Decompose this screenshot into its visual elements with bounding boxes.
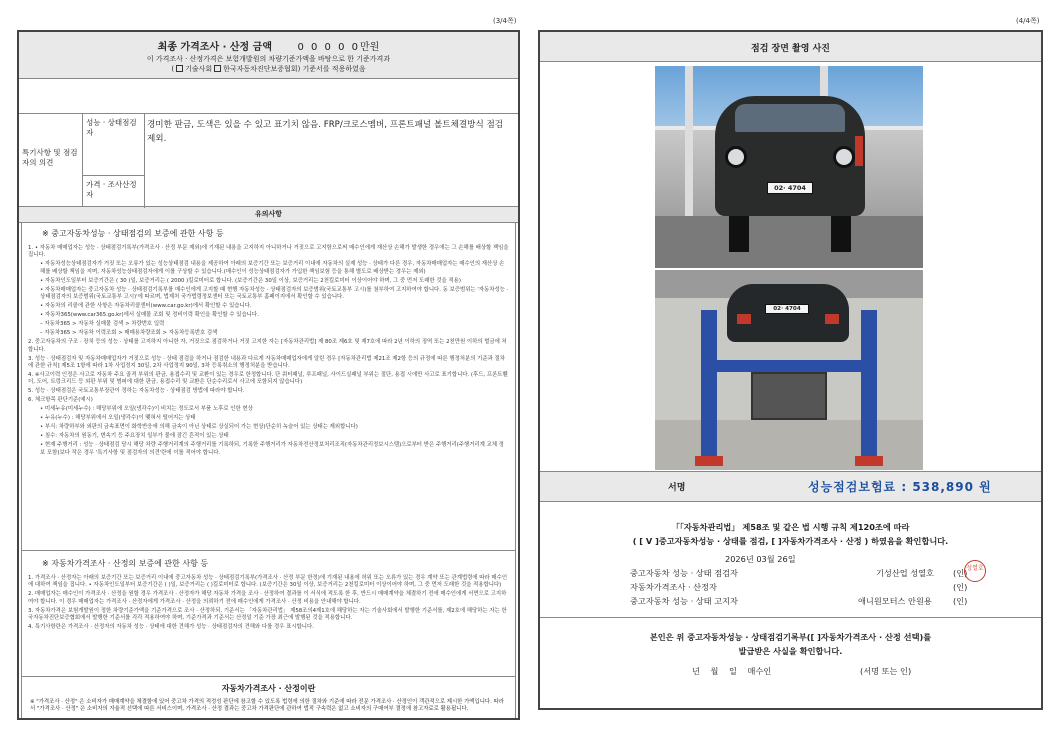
receipt-sign: (서명 또는 인) bbox=[860, 666, 912, 676]
note-item: 1. • 자동차 매매업자는 성능 · 상태점검기록부(가격조사 · 산정 부문 제외)에 기재된 내용을 고지하지 아니하거나 거짓으로 고지함으로써 매수인에게 재산상 손해가 발생한 경우에는 그 손해를 배상할 책임을 집니다. bbox=[28, 245, 509, 259]
signature-row bbox=[540, 472, 1041, 502]
insurance-fee-value: 538,890 원 bbox=[912, 480, 992, 494]
receipt-date: 년 월 일 매수인 bbox=[692, 666, 772, 676]
price-basis-options: ( 기술사회 한국자동차진단보증협회) 기준서를 적용하였음 bbox=[171, 64, 366, 73]
confirmation-block bbox=[540, 502, 1041, 618]
notes-section-3 bbox=[21, 677, 516, 720]
photos-title: 점검 장면 촬영 사진 bbox=[540, 32, 1041, 62]
note-item: – 자동차365 > 자동차 이력조회 > 매매용차량조회 > 자동차등록번호 검색 bbox=[40, 330, 218, 337]
price-header bbox=[19, 32, 518, 79]
note-item: • 침수: 자동차의 원동기, 변속기 등 주요장치 일부가 물에 잠긴 흔적이 있는 상태 bbox=[40, 433, 229, 440]
checkbox-2[interactable] bbox=[214, 65, 221, 72]
note-item: • 누유(누수) : 해당부위에서 오일(냉각수)이 맺혀서 떨어지는 상태 bbox=[40, 415, 196, 422]
note-item: 3. 성능 · 상태점검자 및 자동차매매업자가 거짓으로 성능 · 상태 점검을 하거나 점검한 내용과 다르게 자동차매매업자에게 알린 경우 [자동차관리법 제21조 제2항 등의 규정에 따른 행정처분의 기준과 절차에 관한 규칙] 제5조 1항에 따라 1차 사업정지 30일, 2차 사업정지 90일, 3차 등록취소의 행정처분을 받습니다. bbox=[28, 355, 505, 370]
page-number-right: (4/4쪽) bbox=[1016, 17, 1040, 25]
performance-label: 성능 · 상태점검자 bbox=[83, 114, 145, 176]
checkbox-1[interactable] bbox=[176, 65, 183, 72]
performance-text: 경미한 판금, 도색은 있을 수 있고 표기치 않음. FRP/크로스멤버, 프론트패널 볼트체결방식 점검제외. bbox=[147, 120, 504, 144]
note-item: 4. ※사고이력 인정은 사고로 자동차 주요 골격 부위의 판금, 용접수리 및 교환이 있는 경우로 한정합니다. 단 쿼터패널, 루프패널, 사이드실패널 부위는 절단, 용접 시에만 사고로 표기합니다. (후드, 프론트휀더, 도어, 트렁크리드 등 외판 부위 및 범퍼에 대한 판금, 용접수리 및 교환은 단순수리로서 사고에 포함되지 않습니다) bbox=[28, 372, 508, 386]
note-item: 2. 중고자동차의 구조 · 장치 등의 성능 · 상태를 고지하지 아니한 자, 거짓으로 점검하거나 거짓 고지한 자는 [자동차관리법] 제 80조 제6호 및 제7호에 따라 2년 이하의 징역 또는 2천만원 이하의 벌금에 처합니다. bbox=[28, 339, 507, 353]
notes-section-1 bbox=[21, 223, 516, 551]
seal-inspector-mark: (인) bbox=[953, 568, 968, 578]
note-item: 5. 성능 · 상태점검은 국토교통부장관이 정하는 자동차성능 · 상태점검 방법에 따라야 합니다. bbox=[28, 388, 245, 395]
notes-section-2-list bbox=[28, 575, 509, 632]
opinion-row-header: 특기사항 및 점검자의 의견 bbox=[19, 114, 83, 206]
rear-plate: 02· 4704 bbox=[765, 304, 809, 314]
role-appraiser: 자동차가격조사 · 산정자 bbox=[630, 582, 717, 592]
price-amount: 0 0 0 0 0 bbox=[297, 42, 360, 53]
price-title: 최종 가격조사 · 산정 금액 bbox=[157, 42, 272, 53]
issue-date: 2026년 03월 26일 bbox=[725, 554, 796, 564]
receipt-line-1: 본인은 위 중고자동차성능 · 상태점검기록부([ ]자동차가격조사 · 산정 선택)를 bbox=[649, 632, 932, 642]
role-notifier: 중고자동차 성능 · 상태 고지자 bbox=[630, 596, 738, 606]
notes-section-3-text: ※ "가격조사 · 산정" 은 소비자가 매매계약을 체결함에 있어 중고차 가격의 적정성 판단에 참고할 수 있도록 법령에 의한 절차와 기준에 따라 전문 가격조사 · 산정인이 객관적으로 제시한 가액입니다. 따라서 "가격조사 · 산정" 은 소비자의 자율적 선택에 따른 서비스이며, 가격조사 · 산정 결과는 중고차 가격판단에 관하여 법적 구속력은 없고 소비자의 구매여부 결정에 참고자료로 활용됩니다. bbox=[30, 699, 504, 713]
receipt-block bbox=[540, 618, 1041, 708]
document-page-3 bbox=[17, 30, 520, 720]
insurance-fee-label: 성능점검보험료 : bbox=[808, 480, 908, 494]
price-unit: 만원 bbox=[360, 42, 380, 53]
law-line-2: ( [ V ]중고자동차성능 · 상태를 점검, [ ]자동차가격조사 · 산정 ) 하였음을 확인합니다. bbox=[632, 536, 949, 546]
name-notifier: 애니원모터스 안원용 bbox=[858, 596, 932, 606]
note-item: • 자동차인도일부터 보증기간은 ( 30 )일, 보증거리는 ( 2000 )킬로미터로 합니다. (보증기간은 30일 이상, 보증거리는 2천킬로미터 이상이어야 하며, 그 중 먼저 도래한 것을 적용) bbox=[40, 277, 461, 284]
law-line-1: 「「자동차관리법」 제58조 및 같은 법 시행 규칙 제120조에 따라 bbox=[671, 522, 910, 532]
note-item: • 자동차성능상태점검자가 거짓 또는 오류가 있는 성능상태점검 내용을 제공하여 아래의 보증기간 또는 보증거리 이내에 자동차의 실제 성능 · 상태가 다른 경우, 자동차매매업자는 매수인의 재산상 손해를 배상할 책임을 지며, 자동차성능상태점검자에게 이를 구상할 수 있습니다.(매수인이 성능상태점검자가 가입한 책임보험 등을 통해 별도로 배상받는 경우는 제외) bbox=[40, 261, 505, 275]
note-item: – 자동차365 > 자동차 실매물 검색 > 차량번호 입력 bbox=[40, 321, 165, 328]
page-number-left: (3/4쪽) bbox=[493, 17, 517, 25]
price-basis: 이 가격조사 · 산정가격은 보험개발원의 차량기준가액을 바탕으로 한 기준가격과 bbox=[146, 55, 391, 63]
note-item: 6. 체크항목 판단기준(예시) bbox=[28, 397, 93, 404]
seal-appraiser-mark: (인) bbox=[953, 582, 968, 592]
note-item: • 자동차365(www.car365.go.kr)에서 실매물 조회 및 정비이력 확인을 확인할 수 있습니다. bbox=[40, 312, 259, 319]
note-item: 1. 가격조사 · 산정자는 아래의 보증기간 또는 보증거리 이내에 중고자동차 성능 · 상태점검기록부(가격조사 · 산정 부문 한정)에 기재된 내용에 허위 또는 오류가 있는 경우 계약 또는 관계법령에 따라 매수인에 대하여 책임을 집니다. • 자동차인도일부터 보증기간은 ( )일, 보증거리는 ( )킬로미터로 합니다. (보증기간은 30일 이상, 보증거리는 2천킬로미터 이상이어야 하며, 그 중 먼저 도래한 것을 적용합니다) bbox=[28, 575, 508, 589]
notes-section-1-list bbox=[28, 245, 509, 457]
note-item: • 부식: 차량하부와 외판의 금속표면이 화학반응에 의해 금속이 아닌 상태로 상실되어 가는 현상(단순히 녹슬어 있는 상태는 제외합니다) bbox=[40, 424, 358, 431]
front-plate: 02· 4704 bbox=[767, 182, 813, 194]
price-label: 가격 · 조사산정자 bbox=[83, 176, 145, 208]
note-item: 2. 매매업자는 매수인이 가격조사 · 산정을 원할 경우 가격조사 · 산정자가 해당 자동차 가격을 조사 · 산정하여 결과를 이 서식에 적도록 한 후, 반드시 매매계약을 체결하기 전에 매수인에게 서면으로 고지하여야 합니다. 이 경우 매매업자는 가격조사 · 산정자에게 가격조사 · 산정을 의뢰하기 전에 매수인에게 가격조사 · 산정 비용을 안내해야 합니다. bbox=[28, 591, 507, 605]
note-item: 3. 자동차가격은 보험개발원이 정한 차량기준가액을 기준가격으로 조사 · 산정하되, 기준서는 「자동차관리법」 제58조의4제1호에 해당하는 자는 기술사회에서 발행한 기준서를, 제2호에 해당하는 자는 한국자동차진단보증협회에서 발행한 기준서를 각각 적용하여야 하며, 기준가격과 기준서는 산정일 기준 가장 최근에 발행된 것을 적용합니다. bbox=[28, 607, 507, 622]
receipt-line-2: 발급받은 사실을 확인합니다. bbox=[738, 646, 843, 656]
insurance-fee bbox=[808, 478, 992, 495]
notes-title: 유의사항 bbox=[19, 207, 518, 223]
note-item: • 현재 주행거리 : 성능 · 상태점검 당시 해당 차량 주행거리계의 주행거리를 기록하되, 기록한 주행거리가 자동차전산정보처리조직(자동차관리정보시스템)으로부터 받은 주행거리(주행거리계 교체 정보 포함)보다 작은 경우 '특기사항 및 점검자의 의견'란에 이를 적어야 합니다. bbox=[40, 442, 504, 456]
notes-section-1-title: ※ 중고자동차성능 · 상태점검의 보증에 관한 사항 등 bbox=[42, 229, 224, 238]
note-item: • 자동차매매업자는 중고자동차 성능 · 상태점검기록부를 매수인에게 고지할 때 현행 자동차성능 · 상태점검자의 보증범위(국토교통부 고시)를 첨부하여 고지하여야 합니다. 동 보증범위는 '자동차성능 · 상태점검자의 보증범위(국토교통부 고시)'에 따르며, 법제처 국가법령정보센터 또는 국토교통부 홈페이지에서 확인할 수 있습니다. bbox=[40, 286, 509, 301]
document-page-4 bbox=[538, 30, 1043, 710]
note-item: • 자동차의 리콜에 관한 사항은 자동차리콜센터(www.car.go.kr)에서 확인할 수 있습니다. bbox=[40, 303, 252, 310]
seal-notifier-mark: (인) bbox=[953, 596, 968, 606]
photo-rear-lift bbox=[655, 270, 923, 470]
checkbox-1-label: 기술사회 bbox=[185, 64, 213, 73]
note-item: 4. 특기사항란은 가격조사 · 산정자의 자동차 성능 · 상태에 대한 견해가 성능 · 상태점검자의 견해와 다를 경우 표시합니다. bbox=[28, 624, 314, 631]
notes-section-2-title: ※ 자동차가격조사 · 산정의 보증에 관한 사항 등 bbox=[42, 559, 209, 568]
checkbox-2-label: 한국자동차진단보증협회 bbox=[223, 64, 298, 73]
note-item: • 미세누유(미세누수) : 해당부위에 오일(냉각수)이 비치는 정도로서 부품 노후로 인한 현상 bbox=[40, 406, 253, 413]
inspector-seal-stamp: 성열호 bbox=[964, 560, 986, 582]
role-inspector: 중고자동차 성능 · 상태 점검자 bbox=[630, 568, 738, 578]
price-basis-tail: 기준서를 적용하였음 bbox=[302, 64, 366, 73]
name-inspector: 기성산업 성열호 bbox=[876, 568, 934, 578]
notes-section-3-title: 자동차가격조사 · 산정이란 bbox=[221, 684, 316, 693]
photo-area bbox=[540, 62, 1041, 472]
opinion-table bbox=[19, 113, 518, 207]
notes-section-2 bbox=[21, 551, 516, 677]
photo-front-car bbox=[655, 66, 923, 268]
signature-label: 서명 bbox=[540, 472, 1041, 501]
